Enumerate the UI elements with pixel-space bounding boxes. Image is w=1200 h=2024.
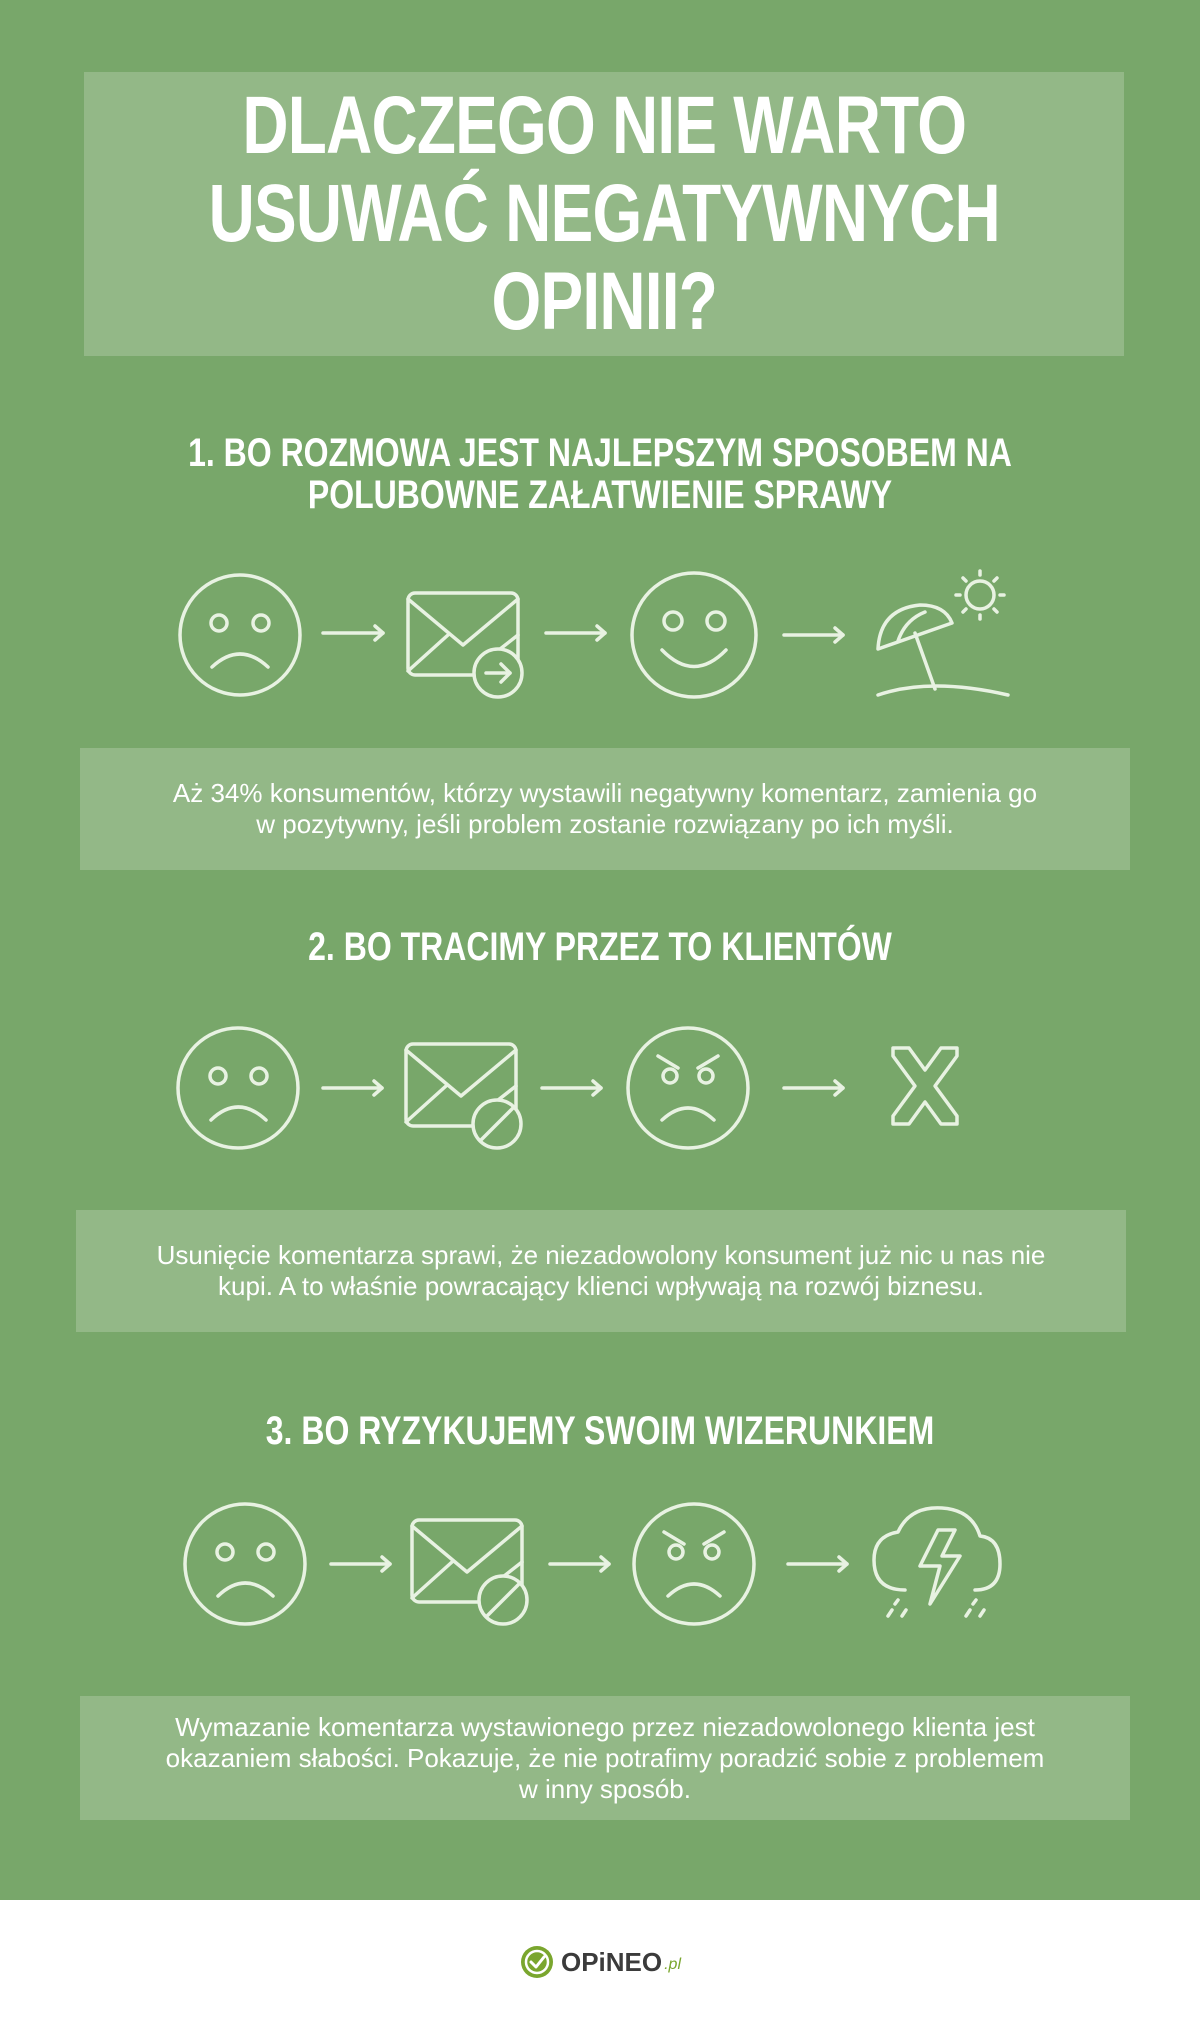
section-2-text-line-1: Usunięcie komentarza sprawi, że niezadowolony konsument już nic u nas nie <box>156 1240 1046 1270</box>
arrow-right-icon <box>323 1081 382 1095</box>
section-3-heading-line-1: 3. BO RYZYKUJEMY SWOIM WIZERUNKIEM <box>265 1409 935 1453</box>
arrow-right-icon <box>784 628 843 642</box>
storm-cloud-icon <box>874 1508 1000 1616</box>
section-2-heading <box>120 926 1080 968</box>
title-line-2: USUWAĆ NEGATYWNYCH <box>208 168 1000 259</box>
logo-text: OPiNEO <box>560 1946 663 1977</box>
arrow-right-icon <box>331 1557 390 1571</box>
title-line-3: OPINII? <box>491 256 717 347</box>
arrow-right-icon <box>788 1557 847 1571</box>
title-line-1: DLACZEGO NIE WARTO <box>242 80 966 171</box>
section-2-heading-line-1: 2. BO TRACIMY PRZEZ TO KLIENTÓW <box>308 925 892 969</box>
arrow-right-icon <box>323 626 383 640</box>
footer <box>0 1900 1200 2024</box>
envelope-blocked-icon <box>412 1520 527 1624</box>
section-1-text <box>173 778 1037 840</box>
envelope-blocked-icon <box>406 1044 521 1148</box>
section-1-heading <box>120 432 1080 516</box>
beach-umbrella-sun-icon <box>878 571 1008 695</box>
x-cross-icon <box>893 1048 957 1124</box>
arrow-right-icon <box>542 1081 601 1095</box>
checkmark-badge-icon <box>519 1944 555 1980</box>
sad-face-icon <box>185 1504 305 1624</box>
section-3-text <box>166 1712 1045 1805</box>
arrow-right-icon <box>546 626 605 640</box>
section-2-text-line-2: kupi. A to właśnie powracający klienci wpływają na rozwój biznesu. <box>218 1271 984 1301</box>
envelope-send-icon <box>408 593 522 697</box>
section-1-heading-line-1: 1. BO ROZMOWA JEST NAJLEPSZYM SPOSOBEM NA <box>188 431 1012 475</box>
page-title <box>208 82 999 346</box>
section-3-text-line-3: w inny sposób. <box>519 1773 691 1804</box>
sad-face-icon <box>180 575 300 695</box>
section-3-text-line-1: Wymazanie komentarza wystawionego przez niezadowolonego klienta jest <box>175 1711 1035 1742</box>
logo-suffix: .pl <box>664 1956 682 1973</box>
opineo-logo[interactable] <box>519 1944 681 1980</box>
section-3-text-line-2: okazaniem słabości. Pokazuje, że nie potrafimy poradzić sobie z problemem <box>165 1742 1045 1773</box>
section-2-icon-row <box>0 1018 1200 1158</box>
arrow-right-icon <box>784 1081 843 1095</box>
section-3-heading <box>120 1410 1080 1452</box>
angry-face-icon <box>634 1504 754 1624</box>
section-1-icon-row <box>0 565 1200 705</box>
section-1-text-box <box>80 748 1130 870</box>
sad-face-icon <box>178 1028 298 1148</box>
section-3-icon-row <box>0 1494 1200 1634</box>
section-2-text <box>157 1240 1046 1302</box>
section-1-text-line-1: Aż 34% konsumentów, którzy wystawili negatywny komentarz, zamienia go <box>172 778 1038 808</box>
section-1-text-line-2: w pozytywny, jeśli problem zostanie rozwiązany po ich myśli. <box>256 809 954 839</box>
section-3-text-box <box>80 1696 1130 1820</box>
section-2-text-box <box>76 1210 1126 1332</box>
section-1-heading-line-2: POLUBOWNE ZAŁATWIENIE SPRAWY <box>307 473 893 517</box>
happy-face-icon <box>632 573 756 697</box>
title-banner <box>84 72 1124 356</box>
angry-face-icon <box>628 1028 748 1148</box>
arrow-right-icon <box>550 1557 609 1571</box>
